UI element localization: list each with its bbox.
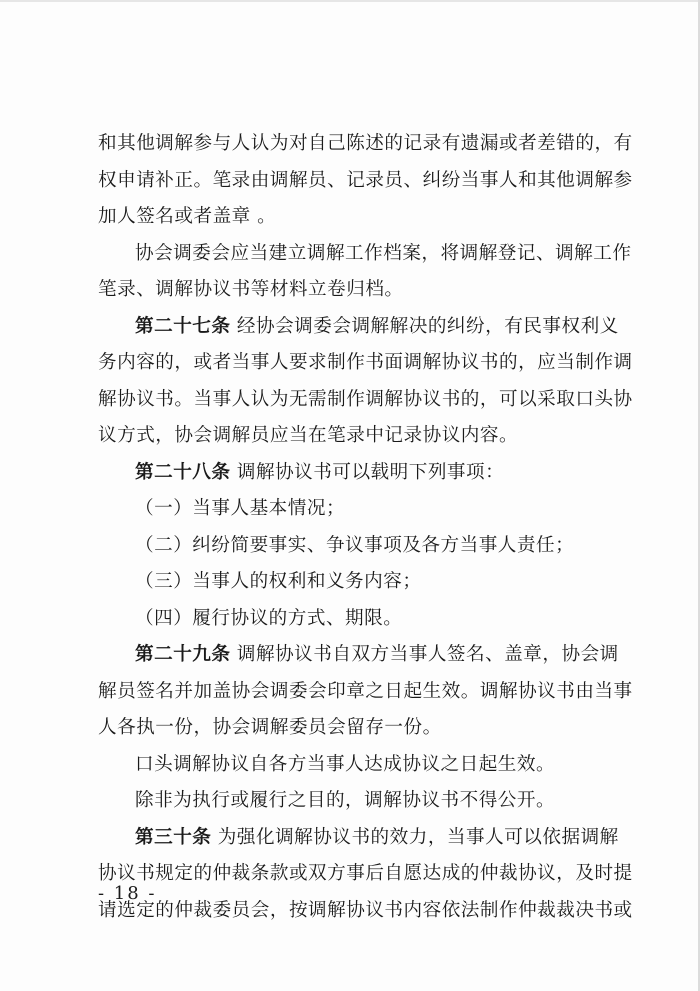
- line-text: 人各执一份，协会调解委员会留存一份。: [98, 717, 442, 738]
- line-text: 权申请补正。笔录由调解员、记录员、纠纷当事人和其他调解参: [98, 169, 633, 191]
- line-text: 调解协议书可以载明下列事项：: [230, 461, 505, 483]
- article-heading: 第二十八条: [135, 461, 231, 483]
- line-text: 加人签名或者盖章 。: [98, 206, 277, 227]
- line-text: 协会调委会应当建立调解工作档案，将调解登记、调解工作: [135, 242, 632, 264]
- article-heading: 第三十条: [135, 826, 212, 848]
- line-text: 解协议书。当事人认为无需制作调解协议书的，可以采取口头协: [98, 388, 633, 410]
- text-line: [98, 163, 633, 200]
- page-edge-top: [0, 0, 700, 2]
- text-line: [98, 345, 633, 382]
- line-text: 笔录、调解协议书等材料立卷归档。: [98, 279, 404, 300]
- text-line: [98, 893, 633, 930]
- line-text: 务内容的，或者当事人要求制作书面调解协议书的，应当制作调: [98, 352, 633, 373]
- line-text: 解员签名并加盖协会调委会印章之日起生效。调解协议书由当事: [98, 680, 633, 702]
- text-line: [98, 418, 618, 455]
- line-text: （四）履行协议的方式、期限。: [135, 607, 403, 629]
- article-heading: 第二十七条: [135, 315, 231, 337]
- line-text: （一）当事人基本情况；: [135, 498, 346, 519]
- line-text: 请选定的仲裁委员会，按调解协议书内容依法制作仲裁裁决书或: [98, 899, 633, 921]
- text-line: [98, 674, 633, 711]
- text-line: [98, 637, 618, 674]
- text-line: [98, 272, 618, 309]
- line-text: 调解协议书自双方当事人签名、盖章，协会调: [230, 644, 619, 665]
- text-line: [98, 747, 618, 784]
- line-text: 口头调解协议自各方当事人达成协议之日起生效。: [135, 753, 556, 775]
- line-text: （三）当事人的权利和义务内容；: [135, 571, 422, 592]
- line-text: （二）纠纷简要事实、争议事项及各方当事人责任；: [135, 534, 575, 556]
- article-heading: 第二十九条: [135, 644, 231, 665]
- line-text: 协议书规定的仲裁条款或双方事后自愿达成的仲裁协议，及时提: [98, 863, 633, 884]
- text-line: [98, 783, 618, 820]
- line-text: 和其他调解参与人认为对自己陈述的记录有遗漏或者差错的，有: [98, 133, 633, 154]
- text-line: [98, 601, 618, 638]
- text-line: [98, 199, 618, 236]
- line-text: 经协会调委会调解解决的纠纷，有民事权利义: [230, 315, 619, 337]
- text-line: [98, 564, 618, 601]
- line-text: 议方式，协会调解员应当在笔录中记录协议内容。: [98, 425, 519, 446]
- line-text: 为强化调解协议书的效力，当事人可以依据调解: [211, 826, 619, 848]
- page-number: - 18 -: [98, 883, 157, 904]
- text-line: [98, 820, 618, 857]
- text-line: [98, 856, 633, 893]
- text-line: [98, 382, 633, 419]
- text-line: [98, 491, 618, 528]
- line-text: 除非为执行或履行之目的，调解协议书不得公开。: [135, 790, 556, 811]
- text-line: [98, 455, 618, 492]
- text-line: [98, 710, 618, 747]
- text-line: [98, 309, 618, 346]
- text-line: [98, 126, 633, 163]
- text-line: [98, 528, 618, 565]
- document-body: [98, 126, 633, 929]
- text-line: [98, 236, 632, 273]
